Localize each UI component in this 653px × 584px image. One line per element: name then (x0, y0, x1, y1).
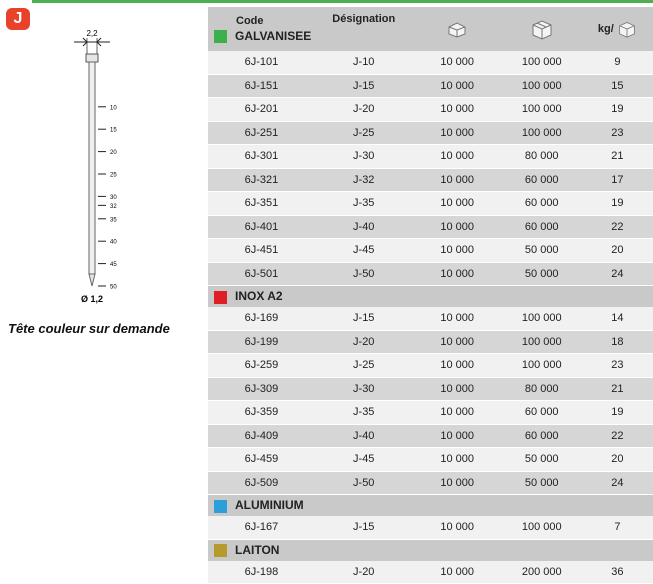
designation-cell: J-45 (315, 448, 413, 472)
code-cell: 6J-199 (208, 330, 315, 354)
box-qty-cell: 10 000 (413, 354, 502, 378)
carton-qty-cell: 60 000 (502, 424, 582, 448)
box-qty-cell: 10 000 (413, 239, 502, 263)
code-cell: 6J-351 (208, 192, 315, 216)
length-tick-label: 40 (110, 239, 117, 246)
code-cell: 6J-301 (208, 145, 315, 169)
carton-qty-cell: 100 000 (502, 516, 582, 539)
code-cell: 6J-169 (208, 307, 315, 330)
kg-cell: 19 (582, 98, 653, 122)
carton-icon (502, 7, 582, 51)
designation-cell: J-20 (315, 561, 413, 584)
designation-cell: J-50 (315, 471, 413, 495)
kg-cell: 19 (582, 401, 653, 425)
designation-cell: J-15 (315, 74, 413, 98)
table-row (208, 471, 653, 495)
box-qty-cell: 10 000 (413, 121, 502, 145)
kg-cell: 22 (582, 424, 653, 448)
code-cell: 6J-459 (208, 448, 315, 472)
box-qty-cell: 10 000 (413, 516, 502, 539)
series-badge: J (6, 8, 30, 30)
length-tick-label: 30 (110, 194, 117, 201)
code-cell: 6J-201 (208, 98, 315, 122)
section-color-swatch (214, 500, 227, 513)
code-cell: 6J-321 (208, 168, 315, 192)
box-qty-cell: 10 000 (413, 448, 502, 472)
box-qty-cell: 10 000 (413, 424, 502, 448)
length-tick-label: 20 (110, 150, 117, 157)
table-row (208, 51, 653, 74)
kg-cell: 15 (582, 74, 653, 98)
table-row (208, 307, 653, 330)
designation-cell: J-32 (315, 168, 413, 192)
table-row (208, 377, 653, 401)
carton-weight-icon (617, 20, 637, 38)
galvanisee-section-label: GALVANISEE (235, 28, 312, 43)
designation-header-label: Désignation (332, 13, 396, 25)
nail-dimension-drawing (20, 28, 180, 308)
length-tick-label: 32 (110, 203, 117, 210)
top-accent-line (32, 0, 653, 3)
table-row (208, 401, 653, 425)
designation-cell: J-20 (315, 98, 413, 122)
box-qty-cell: 10 000 (413, 401, 502, 425)
designation-header (315, 7, 413, 51)
section-label: INOX A2 (235, 289, 283, 304)
code-header (208, 7, 315, 51)
carton-qty-cell: 100 000 (502, 307, 582, 330)
diameter-label: Ø 1,2 (80, 294, 104, 304)
kg-cell: 20 (582, 448, 653, 472)
box-qty-cell: 10 000 (413, 51, 502, 74)
section-label: LAITON (235, 542, 280, 557)
designation-cell: J-30 (315, 377, 413, 401)
kg-cell: 23 (582, 354, 653, 378)
table-row (208, 561, 653, 584)
designation-cell: J-30 (315, 145, 413, 169)
table-row (208, 448, 653, 472)
designation-cell: J-50 (315, 262, 413, 286)
carton-qty-cell: 200 000 (502, 561, 582, 584)
length-tick-label: 25 (110, 172, 117, 179)
carton-qty-cell: 100 000 (502, 74, 582, 98)
kg-cell: 24 (582, 262, 653, 286)
carton-qty-cell: 80 000 (502, 377, 582, 401)
box-qty-cell: 10 000 (413, 168, 502, 192)
box-qty-cell: 10 000 (413, 74, 502, 98)
nail-spec-table (208, 7, 653, 584)
carton-qty-cell: 50 000 (502, 262, 582, 286)
box-qty-cell: 10 000 (413, 98, 502, 122)
length-tick-label: 35 (110, 217, 117, 224)
section-header (208, 539, 653, 561)
carton-qty-cell: 50 000 (502, 471, 582, 495)
table-row (208, 121, 653, 145)
code-cell: 6J-509 (208, 471, 315, 495)
table-row (208, 168, 653, 192)
kg-cell: 14 (582, 307, 653, 330)
table-row (208, 192, 653, 216)
box-qty-cell: 10 000 (413, 145, 502, 169)
kg-cell: 18 (582, 330, 653, 354)
section-label: ALUMINIUM (235, 498, 304, 513)
kg-cell: 9 (582, 51, 653, 74)
code-cell: 6J-359 (208, 401, 315, 425)
carton-qty-cell: 80 000 (502, 145, 582, 169)
designation-cell: J-40 (315, 424, 413, 448)
designation-cell: J-15 (315, 516, 413, 539)
section-header (208, 495, 653, 517)
kg-per-carton-header (582, 7, 653, 51)
code-cell: 6J-151 (208, 74, 315, 98)
box-qty-cell: 10 000 (413, 377, 502, 401)
designation-cell: J-25 (315, 354, 413, 378)
box-qty-cell: 10 000 (413, 215, 502, 239)
designation-cell: J-15 (315, 307, 413, 330)
designation-cell: J-40 (315, 215, 413, 239)
table-row (208, 516, 653, 539)
table-row (208, 262, 653, 286)
length-tick-label: 15 (110, 127, 117, 134)
designation-cell: J-35 (315, 192, 413, 216)
kg-cell: 24 (582, 471, 653, 495)
code-header-label: Code (236, 14, 264, 27)
code-cell: 6J-198 (208, 561, 315, 584)
code-cell: 6J-409 (208, 424, 315, 448)
length-tick-label: 10 (110, 105, 117, 112)
nail-diagram (20, 28, 180, 308)
table-row (208, 239, 653, 263)
table-row (208, 215, 653, 239)
kg-cell: 19 (582, 192, 653, 216)
kg-cell: 23 (582, 121, 653, 145)
kg-cell: 36 (582, 561, 653, 584)
section-header-cell (208, 495, 653, 517)
length-tick-label: 45 (110, 262, 117, 269)
box-qty-cell: 10 000 (413, 262, 502, 286)
carton-qty-cell: 100 000 (502, 330, 582, 354)
kg-cell: 20 (582, 239, 653, 263)
box-qty-cell: 10 000 (413, 471, 502, 495)
head-width-label: 2,2 (86, 29, 98, 38)
carton-qty-cell: 100 000 (502, 51, 582, 74)
box-qty-cell: 10 000 (413, 192, 502, 216)
code-cell: 6J-401 (208, 215, 315, 239)
carton-qty-cell: 60 000 (502, 215, 582, 239)
galvanisee-color-swatch (214, 30, 227, 43)
kg-cell: 17 (582, 168, 653, 192)
designation-cell: J-45 (315, 239, 413, 263)
code-cell: 6J-101 (208, 51, 315, 74)
table-row (208, 74, 653, 98)
kg-cell: 21 (582, 377, 653, 401)
code-cell: 6J-167 (208, 516, 315, 539)
table-row (208, 424, 653, 448)
code-cell: 6J-251 (208, 121, 315, 145)
carton-qty-cell: 60 000 (502, 401, 582, 425)
small-box-icon (413, 7, 502, 51)
kg-cell: 21 (582, 145, 653, 169)
code-cell: 6J-309 (208, 377, 315, 401)
box-qty-cell: 10 000 (413, 330, 502, 354)
section-header-cell (208, 539, 653, 561)
designation-cell: J-35 (315, 401, 413, 425)
length-tick-label: 50 (110, 284, 117, 291)
carton-qty-cell: 100 000 (502, 354, 582, 378)
code-cell: 6J-501 (208, 262, 315, 286)
code-cell: 6J-451 (208, 239, 315, 263)
kg-header-label: kg/ (597, 22, 614, 35)
kg-cell: 7 (582, 516, 653, 539)
carton-qty-cell: 100 000 (502, 98, 582, 122)
table-header (208, 7, 653, 51)
section-color-swatch (214, 291, 227, 304)
box-qty-cell: 10 000 (413, 561, 502, 584)
section-header-cell (208, 286, 653, 308)
designation-cell: J-25 (315, 121, 413, 145)
carton-qty-cell: 60 000 (502, 192, 582, 216)
table-row (208, 145, 653, 169)
designation-cell: J-20 (315, 330, 413, 354)
section-header (208, 286, 653, 308)
head-color-caption: Tête couleur sur demande (8, 321, 170, 336)
table-row (208, 354, 653, 378)
table-row (208, 98, 653, 122)
carton-qty-cell: 50 000 (502, 239, 582, 263)
carton-qty-cell: 100 000 (502, 121, 582, 145)
table-row (208, 330, 653, 354)
code-cell: 6J-259 (208, 354, 315, 378)
carton-qty-cell: 60 000 (502, 168, 582, 192)
carton-qty-cell: 50 000 (502, 448, 582, 472)
box-qty-cell: 10 000 (413, 307, 502, 330)
designation-cell: J-10 (315, 51, 413, 74)
kg-cell: 22 (582, 215, 653, 239)
